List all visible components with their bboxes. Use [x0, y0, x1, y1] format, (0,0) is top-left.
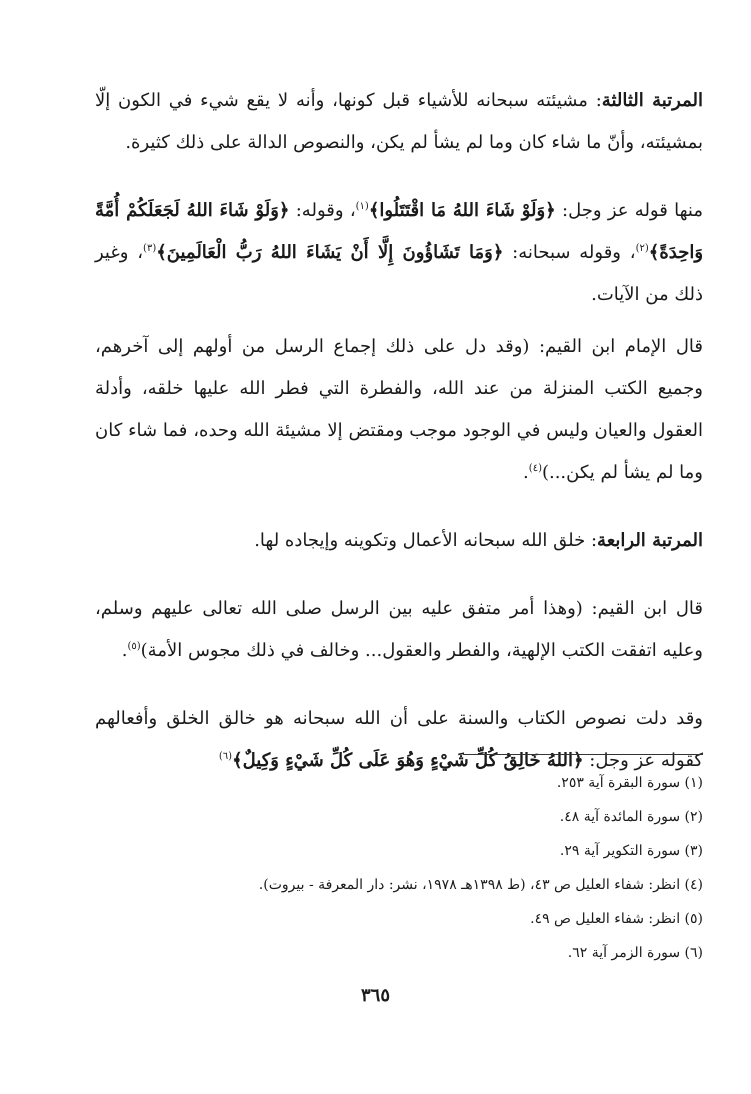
paragraph-rank-three — [95, 80, 703, 164]
text-segment: ، وقوله سبحانه: — [503, 242, 636, 263]
footnotes — [63, 766, 703, 970]
paragraph-text: : خلق الله سبحانه الأعمال وتكوينه وإيجاده لها. — [254, 530, 598, 551]
text-segment: . — [121, 640, 128, 661]
footnote-marker: (٢) — [635, 243, 649, 254]
footnote-marker: (٦) — [218, 751, 233, 762]
quran-verse: ﴿وَمَا تَشَاؤُونَ إِلَّا أَنْ يَشَاءَ اللهُ رَبُّ الْعَالَمِينَ﴾ — [156, 242, 504, 263]
text-segment: ، وغير ذلك من الآيات. — [95, 242, 703, 305]
text-segment: منها قوله عز وجل: — [555, 200, 703, 221]
footnote-marker: (٤) — [528, 463, 542, 474]
quran-verse: ﴿وَلَوْ شَاءَ اللهُ لَجَعَلَكُمْ أُمَّةً وَاحِدَةً﴾ — [95, 200, 704, 263]
paragraph-ibn-qayyim-quote-1 — [95, 326, 703, 494]
text-segment: ، وقوله: — [289, 200, 356, 221]
section-heading-fourth-rank: المرتبة الرابعة — [597, 530, 703, 551]
paragraph-verses-will — [95, 190, 703, 316]
footnote-3: (٣) سورة التكوير آية ٢٩. — [559, 843, 703, 859]
footnote-marker: (٥) — [127, 641, 141, 652]
paragraph-text: قال الإمام ابن القيم: (وقد دل على ذلك إجماع الرسل من أولهم إلى آخرهم، وجميع الكتب المنزلة من عند الله، والفطرة التي فطر الله عليها خلقه، وأدلة العقول والعيان وليس في الوجود موجب ومقتض إلا مشيئة الله وحده، فما شاء كان وما لم يشأ لم يكن...) — [95, 336, 703, 483]
paragraph-text: وقد دلت نصوص الكتاب والسنة على أن الله سبحانه هو خالق الخلق وأفعالهم كقوله عز وجل: — [95, 708, 703, 771]
footnote-marker: (١) — [355, 201, 369, 212]
paragraph-text: قال ابن القيم: (وهذا أمر متفق عليه بين الرسل صلى الله تعالى عليهم وسلم، وعليه اتفقت الكتب الإلهية، والفطر والعقول... وخالف في ذلك مجوس الأمة) — [95, 598, 703, 661]
footnote-separator — [463, 754, 703, 755]
footnote-1: (١) سورة البقرة آية ٢٥٣. — [556, 775, 703, 791]
text-segment: . — [523, 462, 529, 483]
quran-verse: ﴿وَلَوْ شَاءَ اللهُ مَا اقْتَتَلُوا﴾ — [368, 200, 556, 221]
paragraph-rank-four — [95, 520, 703, 562]
footnote-6: (٦) سورة الزمر آية ٦٢. — [567, 945, 703, 961]
quran-verse: ﴿اللهُ خَالِقُ كُلِّ شَيْءٍ وَهُوَ عَلَى كُلِّ شَيْءٍ وَكِيلٌ﴾ — [232, 750, 584, 771]
footnote-5: (٥) انظر: شفاء العليل ص ٤٩. — [530, 911, 703, 927]
section-heading-third-rank: المرتبة الثالثة — [601, 90, 703, 111]
footnote-4: (٤) انظر: شفاء العليل ص ٤٣، (ط ١٣٩٨هـ ١٩٧٨، نشر: دار المعرفة - بيروت). — [258, 877, 703, 893]
paragraph-text: : مشيئته سبحانه للأشياء قبل كونها، وأنه لا يقع شيء في الكون إلّا بمشيئته، وأنّ ما شاء كان وما لم يشأ لم يكن، والنصوص الدالة على ذلك كثيرة. — [95, 90, 703, 153]
paragraph-ibn-qayyim-quote-2 — [95, 588, 703, 672]
footnote-2: (٢) سورة المائدة آية ٤٨. — [559, 809, 703, 825]
footnote-marker: (٣) — [143, 243, 157, 254]
page-number: ٣٦٥ — [360, 985, 390, 1006]
main-text — [95, 80, 703, 808]
